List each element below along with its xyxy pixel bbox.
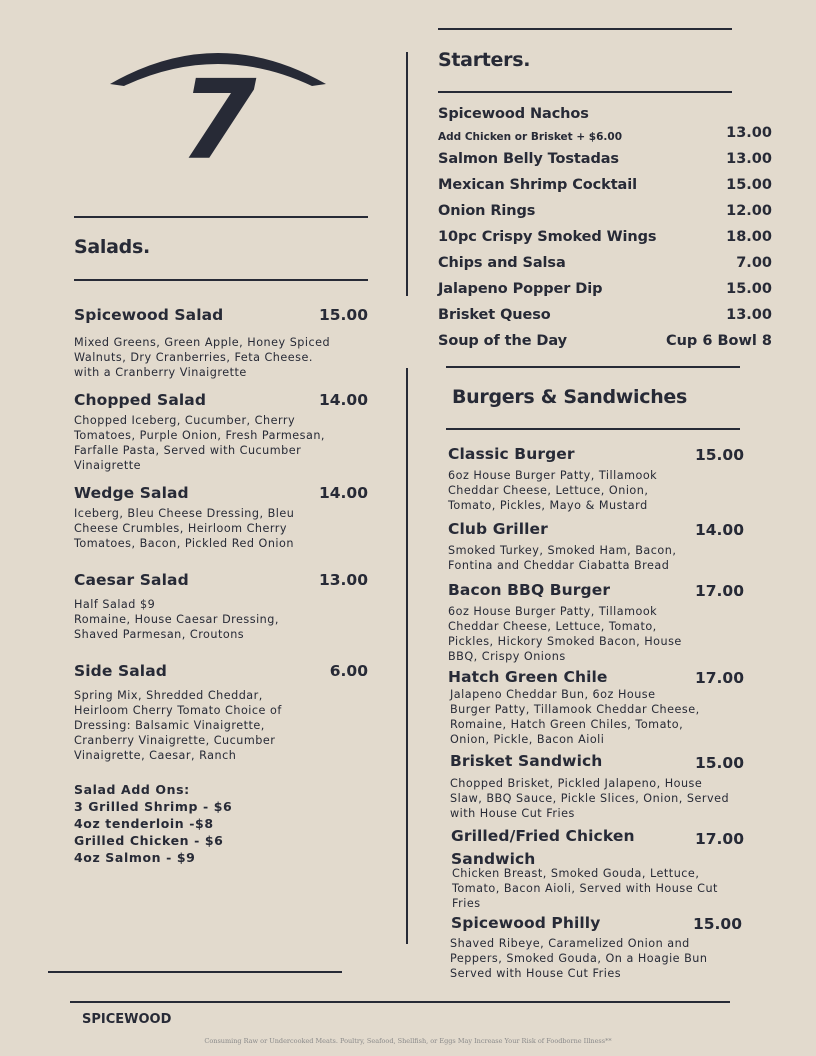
item-name: Club Griller [448,520,548,538]
item-name: Brisket Sandwich [450,752,603,770]
item-description: Spring Mix, Shredded Cheddar, Heirloom Cherry Tomato Choice of Dressing: Balsamic Vinaigrette, Cranberry Vinaigrette, Cucumber Vinaigrette, Caesar, Ranch [74,689,282,762]
item-name: Jalapeno Popper Dip [438,281,603,297]
item-note: Add Chicken or Brisket + $6.00 [438,131,623,143]
item-description: Mixed Greens, Green Apple, Honey Spiced Walnuts, Dry Cranberries, Feta Cheese. with a Cranberry Vinaigrette [74,336,331,379]
divider [446,366,740,368]
addon-line: 3 Grilled Shrimp - $6 [74,799,233,814]
divider [74,216,368,218]
item-price: 17.00 [694,669,744,687]
item-price: 6.00 [329,662,368,680]
item-name: Salmon Belly Tostadas [438,151,619,167]
item-description: Shaved Ribeye, Caramelized Onion and Peppers, Smoked Gouda, On a Hoagie Bun Served with House Cut Fries [450,937,708,980]
item-name: 10pc Crispy Smoked Wings [438,229,657,245]
divider [74,279,368,281]
item-description: 6oz House Burger Patty, Tillamook Cheddar Cheese, Lettuce, Onion, Tomato, Pickles, Mayo & Mustard [448,469,658,512]
item-name: Spicewood Salad [74,306,224,324]
footer-divider [70,1001,730,1003]
item-name: Side Salad [74,662,167,680]
item-description: Jalapeno Cheddar Bun, 6oz House Burger Patty, Tillamook Cheddar Cheese, Romaine, Hatch Green Chiles, Tomato, Onion, Pickle, Bacon Aioli [450,688,700,746]
item-name: Bacon BBQ Burger [448,581,611,599]
salads-heading: Salads. [74,236,150,258]
item-name: Grilled/Fried Chicken Sandwich [451,827,635,868]
salad-addons [74,781,334,866]
item-name: Brisket Queso [438,307,551,323]
item-description: Half Salad $9 Romaine, House Caesar Dressing, Shaved Parmesan, Croutons [74,598,279,641]
item-price: 7.00 [736,255,772,271]
item-price: 13.00 [726,125,772,141]
item-name: Onion Rings [438,203,536,219]
item-price: 18.00 [726,229,772,245]
addons-title: Salad Add Ons: [74,782,190,797]
item-name: Mexican Shrimp Cocktail [438,177,637,193]
item-description: Chopped Brisket, Pickled Jalapeno, House Slaw, BBQ Sauce, Pickle Slices, Onion, Served with House Cut Fries [450,777,730,820]
item-description: Chicken Breast, Smoked Gouda, Lettuce, Tomato, Bacon Aioli, Served with House Cut Fries [452,867,718,910]
item-description: Chopped Iceberg, Cucumber, Cherry Tomatoes, Purple Onion, Fresh Parmesan, Farfalle Pasta, Served with Cucumber Vinaigrette [74,414,325,472]
item-description: 6oz House Burger Patty, Tillamook Cheddar Cheese, Lettuce, Tomato, Pickles, Hickory Smoked Bacon, House BBQ, Crispy Onions [448,605,682,663]
item-name: Chips and Salsa [438,255,566,271]
item-price: 14.00 [318,484,368,502]
item-description: Smoked Turkey, Smoked Ham, Bacon, Fontina and Cheddar Ciabatta Bread [448,544,677,572]
item-price: 15.00 [318,306,368,324]
item-price: 15.00 [726,281,772,297]
addon-line: 4oz Salmon - $9 [74,850,196,865]
column-divider [406,52,408,296]
item-name: Chopped Salad [74,391,207,409]
item-name: Wedge Salad [74,484,189,502]
item-name: Spicewood Nachos [438,106,589,122]
item-price: 17.00 [694,830,744,848]
item-price: 14.00 [694,521,744,539]
divider [438,91,732,93]
divider [48,971,342,973]
addon-line: 4oz tenderloin -$8 [74,816,214,831]
item-name: Spicewood Philly [451,914,601,932]
item-price: Cup 6 Bowl 8 [665,333,772,349]
item-price: 15.00 [694,754,744,772]
item-price: 12.00 [726,203,772,219]
burgers-heading: Burgers & Sandwiches [452,386,688,408]
item-name: Hatch Green Chile [448,668,608,686]
item-price: 15.00 [726,177,772,193]
item-name: Soup of the Day [438,333,567,349]
footer-brand: SPICEWOOD [82,1012,172,1027]
addon-line: Grilled Chicken - $6 [74,833,224,848]
item-price: 17.00 [694,582,744,600]
divider [446,428,740,430]
item-price: 13.00 [318,571,368,589]
item-price: 13.00 [726,307,772,323]
item-price: 15.00 [694,446,744,464]
logo [108,42,328,187]
item-price: 13.00 [726,151,772,167]
item-price: 15.00 [692,915,742,933]
column-divider [406,368,408,944]
divider [438,28,732,30]
logo-seven: 7 [180,56,257,184]
item-name: Classic Burger [448,445,575,463]
footer-disclaimer: Consuming Raw or Undercooked Meats. Poultry, Seafood, Shellfish, or Eggs May Increase Your Risk of Foodborne Illness** [204,1037,612,1045]
item-name: Caesar Salad [74,571,189,589]
item-description: Iceberg, Bleu Cheese Dressing, Bleu Cheese Crumbles, Heirloom Cherry Tomatoes, Bacon, Pickled Red Onion [74,507,295,550]
item-price: 14.00 [318,391,368,409]
starters-heading: Starters. [438,49,531,71]
